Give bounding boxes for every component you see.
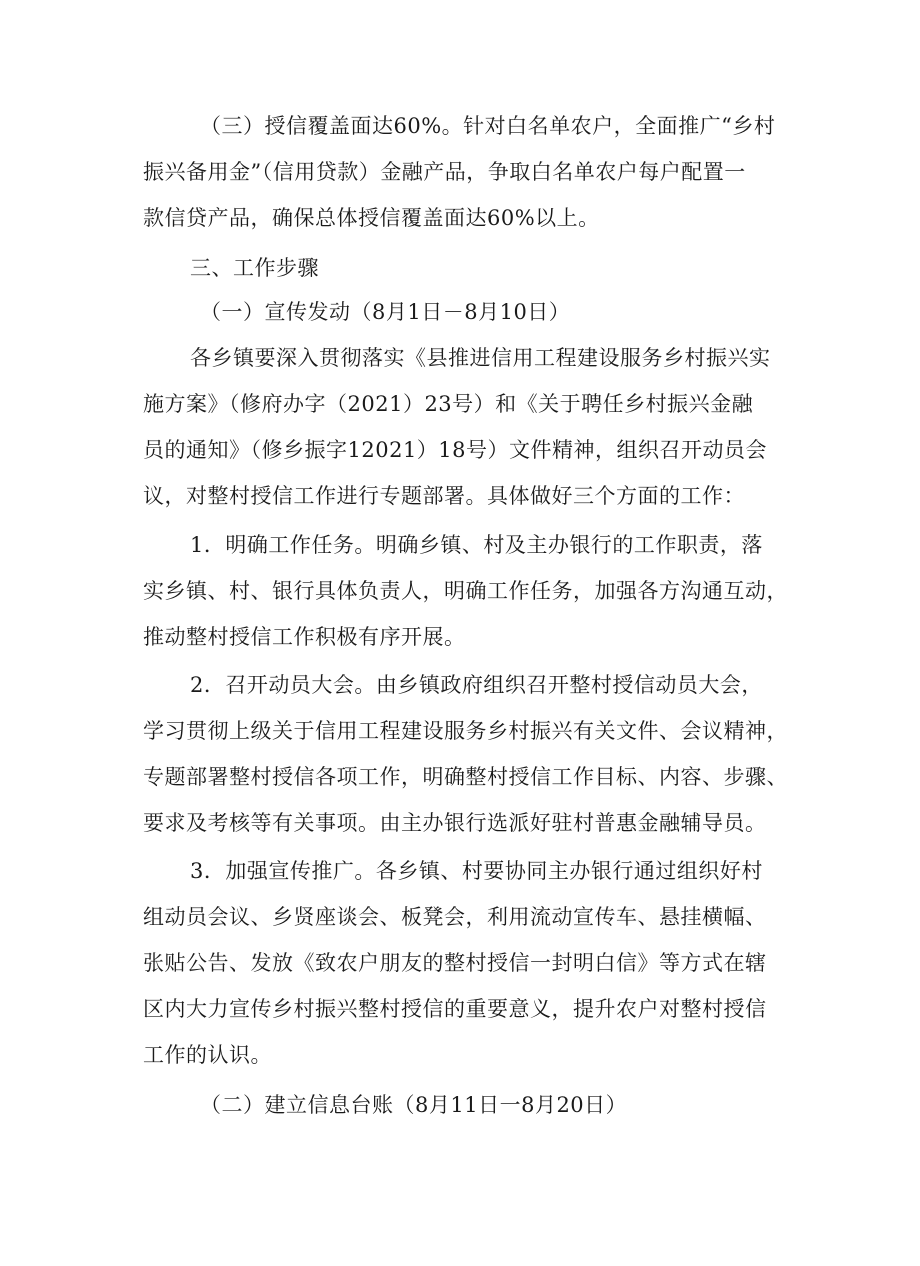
paragraph-line: 推动整村授信工作积极有序开展。 — [143, 625, 466, 649]
paragraph-line: 工作的认识。 — [143, 1043, 272, 1067]
paragraph-line: 施方案》（修府办字（2021）23号）和《关于聘任乡村振兴金融 — [143, 392, 754, 416]
paragraph-line: 专题部署整村授信各项工作，明确整村授信工作目标、内容、步骤、 — [143, 765, 788, 789]
paragraph-line: 款信贷产品，确保总体授信覆盖面达60%以上。 — [143, 206, 600, 230]
paragraph-line: 员的通知》（修乡振字12021）18号）文件精神，组织召开动员会 — [143, 438, 768, 462]
paragraph-line: 实乡镇、村、银行具体负责人，明确工作任务，加强各方沟通互动， — [143, 579, 788, 603]
subsection-heading: （一）宣传发动（8月1日－8月10日） — [200, 300, 571, 324]
paragraph-line: 组动员会议、乡贤座谈会、板凳会，利用流动宣传车、悬挂横幅、 — [143, 905, 767, 929]
paragraph-line: 各乡镇要深入贯彻落实《县推进信用工程建设服务乡村振兴实 — [190, 346, 771, 370]
paragraph-line: 要求及考核等有关事项。由主办银行选派好驻村普惠金融辅导员。 — [143, 811, 767, 835]
list-item-line: 3．加强宣传推广。各乡镇、村要协同主办银行通过组织好村 — [190, 859, 763, 883]
list-item-line: 1．明确工作任务。明确乡镇、村及主办银行的工作职责，落 — [190, 533, 763, 557]
paragraph-line: 区内大力宣传乡村振兴整村授信的重要意义，提升农户对整村授信 — [143, 997, 767, 1021]
subsection-heading: （二）建立信息台账（8月11日一8月20日） — [200, 1093, 628, 1117]
paragraph-line: 张贴公告、发放《致农户朋友的整村授信一封明白信》等方式在辖 — [143, 951, 767, 975]
section-heading: 三、工作步骤 — [190, 256, 319, 280]
paragraph-line: （三）授信覆盖面达60%。针对白名单农户，全面推广“乡村 — [200, 114, 776, 138]
paragraph-line: 议，对整村授信工作进行专题部署。具体做好三个方面的工作： — [143, 484, 745, 508]
paragraph-line: 振兴备用金”（信用贷款）金融产品，争取白名单农户每户配置一 — [143, 160, 746, 184]
paragraph-line: 学习贯彻上级关于信用工程建设服务乡村振兴有关文件、会议精神， — [143, 719, 788, 743]
list-item-line: 2．召开动员大会。由乡镇政府组织召开整村授信动员大会， — [190, 673, 763, 697]
